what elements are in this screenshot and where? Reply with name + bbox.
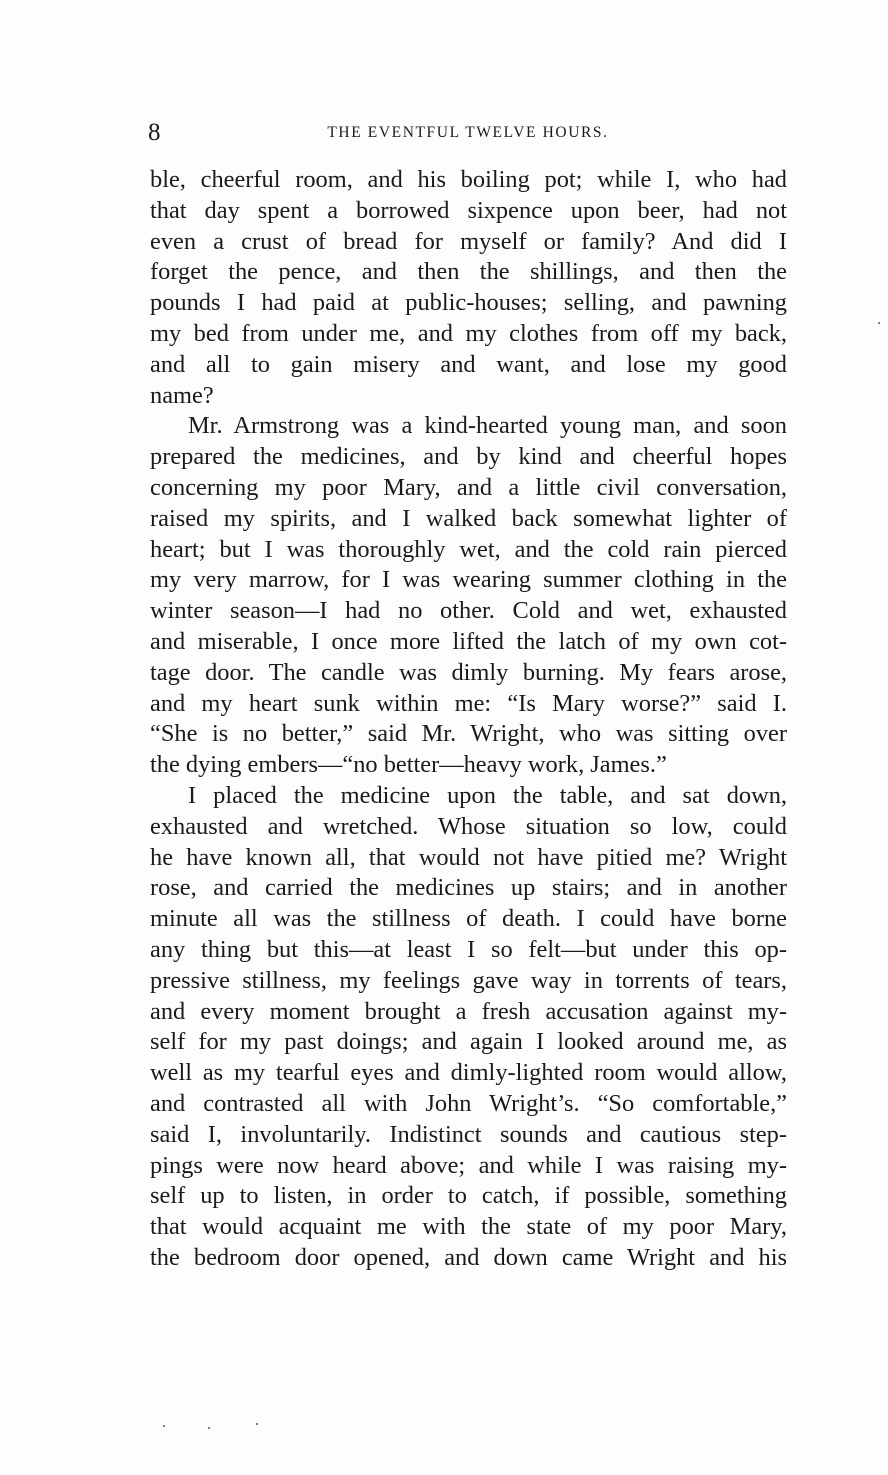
text-line: said I, involuntarily. Indistinct sounds and cautious step- <box>150 1120 787 1148</box>
text-line: well as my tearful eyes and dimly-lighted room would allow, <box>150 1059 787 1087</box>
text-line: he have known all, that would not have pitied me? Wright <box>150 843 787 871</box>
text-line: my very marrow, for I was wearing summer clothing in the <box>150 566 787 594</box>
text-line: self for my past doings; and again I looked around me, as <box>150 1028 787 1056</box>
text-line: my bed from under me, and my clothes from off my back, <box>150 319 787 347</box>
text-line: and contrasted all with John Wright’s. “So comfortable,” <box>150 1089 787 1117</box>
paragraph <box>150 411 787 781</box>
text-line: name? <box>150 381 214 409</box>
text-line: exhausted and wretched. Whose situation so low, could <box>150 812 787 840</box>
paragraph <box>150 165 787 411</box>
text-line: and every moment brought a fresh accusation against my- <box>150 997 787 1025</box>
running-title: THE EVENTFUL TWELVE HOURS. <box>327 124 609 141</box>
text-line: raised my spirits, and I walked back somewhat lighter of <box>150 504 787 532</box>
text-line: that would acquaint me with the state of my poor Mary, <box>150 1213 787 1241</box>
scan-speck <box>256 1423 258 1425</box>
text-line: ble, cheerful room, and his boiling pot; while I, who had <box>150 166 787 193</box>
text-line: any thing but this—at least I so felt—but under this op- <box>150 935 787 963</box>
paragraph <box>150 781 787 1274</box>
text-line: concerning my poor Mary, and a little civil conversation, <box>150 473 787 501</box>
scan-speck <box>208 1427 210 1429</box>
text-line: pounds I had paid at public-houses; selling, and pawning <box>150 289 787 317</box>
text-line: winter season—I had no other. Cold and wet, exhausted <box>150 597 787 625</box>
text-line: “She is no better,” said Mr. Wright, who was sitting over <box>150 720 787 748</box>
page-number: 8 <box>148 119 161 146</box>
text-line: I placed the medicine upon the table, and sat down, <box>188 781 787 809</box>
text-line: and all to gain misery and want, and lose my good <box>150 350 787 378</box>
text-line: prepared the medicines, and by kind and cheerful hopes <box>150 443 787 471</box>
text-line: Mr. Armstrong was a kind-hearted young man, and soon <box>188 412 787 440</box>
scan-speck <box>163 1425 165 1427</box>
text-line: and my heart sunk within me: “Is Mary worse?” said I. <box>150 689 787 717</box>
text-line: and miserable, I once more lifted the latch of my own cot- <box>150 627 787 655</box>
text-line: even a crust of bread for myself or family? And did I <box>150 227 787 255</box>
text-line: pings were now heard above; and while I was raising my- <box>150 1151 787 1179</box>
text-line: forget the pence, and then the shillings, and then the <box>150 258 787 286</box>
text-line: the bedroom door opened, and down came Wright and his <box>150 1243 787 1271</box>
text-line: minute all was the stillness of death. I could have borne <box>150 905 787 933</box>
body-text <box>150 165 787 1274</box>
scan-speck <box>878 322 880 324</box>
running-head <box>148 118 788 148</box>
text-line: that day spent a borrowed sixpence upon beer, had not <box>150 196 787 224</box>
text-line: heart; but I was thoroughly wet, and the cold rain pierced <box>150 535 787 563</box>
text-line: rose, and carried the medicines up stairs; and in another <box>150 874 787 902</box>
text-line: the dying embers—“no better—heavy work, James.” <box>150 751 667 779</box>
text-line: tage door. The candle was dimly burning. My fears arose, <box>150 658 787 686</box>
text-line: pressive stillness, my feelings gave way in torrents of tears, <box>150 966 787 994</box>
text-line: self up to listen, in order to catch, if possible, something <box>150 1182 787 1210</box>
